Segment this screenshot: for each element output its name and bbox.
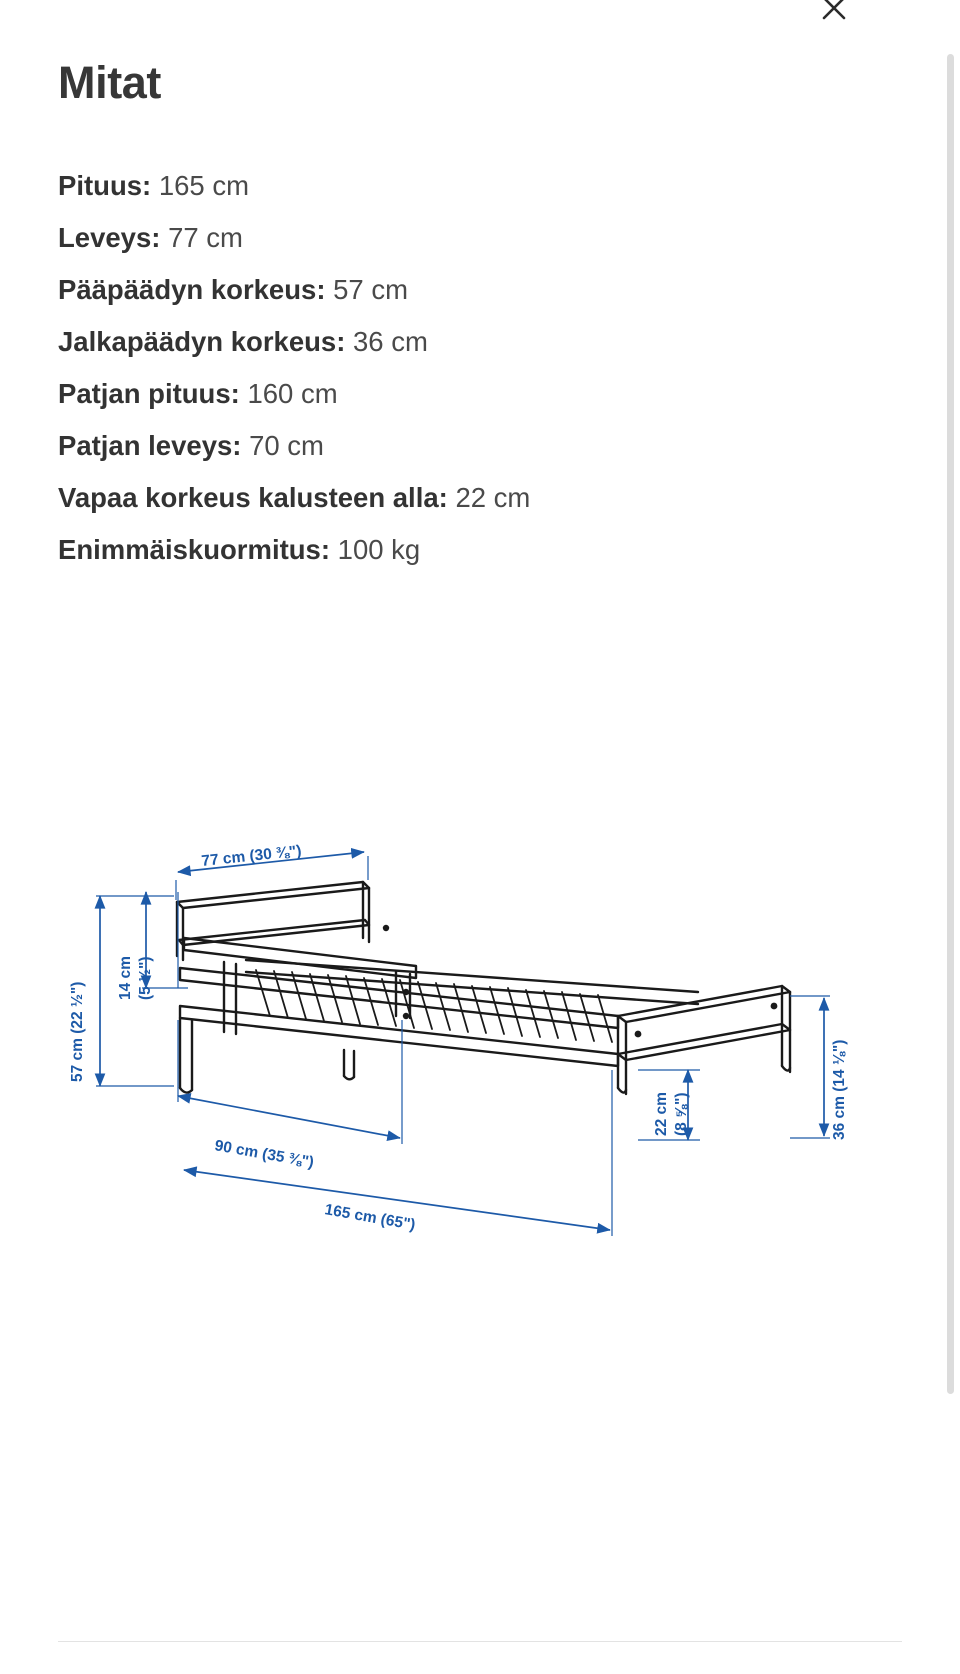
page-scrollbar-track[interactable] bbox=[947, 54, 954, 1394]
bed-frame-dimension-drawing bbox=[38, 820, 922, 1290]
dimension-label-width-top: 77 cm (30 ⅜") bbox=[200, 842, 303, 870]
spec-row-length bbox=[58, 160, 858, 212]
spec-value: 77 cm bbox=[168, 221, 243, 253]
page-scrollbar-thumb[interactable] bbox=[947, 54, 954, 1394]
spec-label: Vapaa korkeus kalusteen alla: bbox=[58, 481, 448, 513]
spec-row-max-load bbox=[58, 524, 858, 576]
spec-value: 165 cm bbox=[158, 169, 250, 201]
spec-row-headboard-height bbox=[58, 264, 858, 316]
spec-row-footboard-height bbox=[58, 316, 858, 368]
page-title: Mitat bbox=[58, 57, 161, 108]
spec-label: Patjan pituus: bbox=[58, 377, 240, 409]
dimension-label-rail-height-inch: (5 ½") bbox=[137, 956, 154, 1000]
spec-value: 100 kg bbox=[337, 533, 421, 565]
specification-list bbox=[58, 160, 858, 576]
spec-label: Pääpäädyn korkeus: bbox=[58, 273, 326, 305]
spec-label: Pituus: bbox=[58, 169, 152, 201]
spec-value: 160 cm bbox=[247, 377, 338, 409]
dimension-label-total-length: 165 cm (65") bbox=[323, 1201, 417, 1234]
spec-label: Jalkapäädyn korkeus: bbox=[58, 325, 346, 357]
close-button[interactable] bbox=[812, 0, 856, 30]
dimension-label-rail-height: 14 cm bbox=[117, 956, 134, 1000]
dimension-label-clearance: 22 cm bbox=[653, 1092, 670, 1136]
dimension-label-foot-height: 36 cm (14 ⅛") bbox=[831, 1039, 848, 1140]
spec-label: Leveys: bbox=[58, 221, 161, 253]
spec-row-width bbox=[58, 212, 858, 264]
dimension-label-head-height: 57 cm (22 ½") bbox=[69, 981, 86, 1082]
spec-value: 36 cm bbox=[353, 325, 428, 357]
bottom-divider bbox=[58, 1641, 902, 1642]
spec-row-mattress-width bbox=[58, 420, 858, 472]
dimension-label-clearance-inch: (8 ⅝") bbox=[673, 1092, 690, 1136]
spec-row-mattress-length bbox=[58, 368, 858, 420]
spec-value: 57 cm bbox=[333, 273, 409, 305]
dimension-label-base-length: 90 cm (35 ⅜") bbox=[213, 1137, 316, 1172]
close-icon bbox=[819, 0, 849, 23]
content-area bbox=[58, 58, 858, 576]
spec-value: 22 cm bbox=[455, 481, 531, 513]
spec-label: Enimmäiskuormitus: bbox=[58, 533, 331, 565]
spec-row-clearance bbox=[58, 472, 858, 524]
spec-label: Patjan leveys: bbox=[58, 429, 242, 461]
spec-value: 70 cm bbox=[249, 429, 324, 461]
